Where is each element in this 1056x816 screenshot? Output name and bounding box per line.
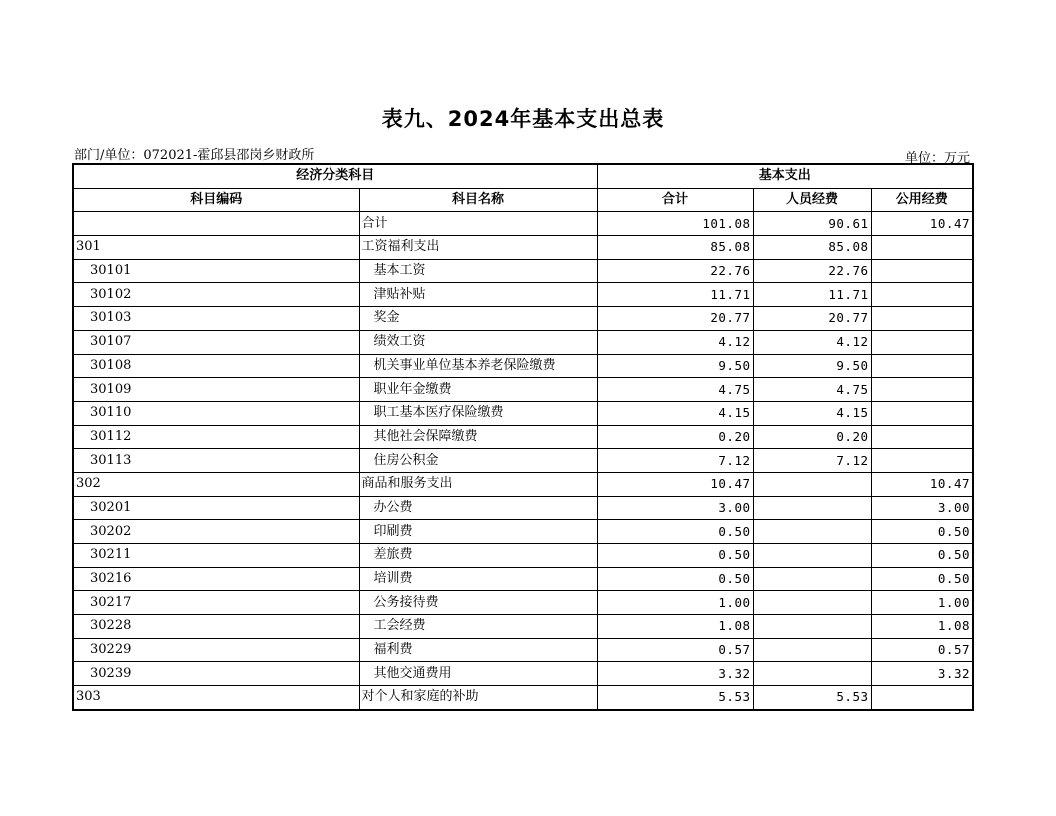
total-cell: 7.12: [597, 449, 753, 473]
column-header-code: 科目编码: [73, 188, 359, 212]
unit-label: 单位：万元: [904, 151, 970, 166]
table-row: [73, 567, 973, 591]
public-cell: 1.08: [871, 615, 973, 639]
code-cell: 30202: [73, 520, 359, 544]
total-cell: 4.12: [597, 330, 753, 354]
name-cell: 工会经费: [359, 615, 597, 639]
name-cell: 办公费: [359, 496, 597, 520]
table-row: [73, 686, 973, 710]
code-cell: 30228: [73, 615, 359, 639]
total-cell: 3.00: [597, 496, 753, 520]
public-cell: 0.57: [871, 638, 973, 662]
department-label: 部门/单位：072021-霍邱县邵岗乡财政所: [74, 148, 315, 163]
public-cell: 0.50: [871, 567, 973, 591]
name-cell: 印刷费: [359, 520, 597, 544]
personnel-cell: [753, 544, 871, 568]
column-header-row: [73, 188, 973, 212]
code-cell: 30103: [73, 307, 359, 331]
code-cell: 30229: [73, 638, 359, 662]
table-row: [73, 354, 973, 378]
personnel-cell: [753, 662, 871, 686]
public-cell: 3.00: [871, 496, 973, 520]
code-cell: 303: [73, 686, 359, 710]
table-row: [73, 283, 973, 307]
total-cell: 1.00: [597, 591, 753, 615]
code-cell: 30211: [73, 544, 359, 568]
name-cell: 奖金: [359, 307, 597, 331]
table-row: [73, 425, 973, 449]
personnel-cell: [753, 591, 871, 615]
personnel-cell: 7.12: [753, 449, 871, 473]
table-body: [73, 212, 973, 710]
code-cell: 30216: [73, 567, 359, 591]
personnel-cell: 4.12: [753, 330, 871, 354]
name-cell: 职业年金缴费: [359, 378, 597, 402]
code-cell: 30102: [73, 283, 359, 307]
column-header-name: 科目名称: [359, 188, 597, 212]
code-cell: 301: [73, 236, 359, 260]
table-row: [73, 259, 973, 283]
name-cell: 差旅费: [359, 544, 597, 568]
public-cell: [871, 449, 973, 473]
personnel-cell: [753, 615, 871, 639]
table-row: [73, 330, 973, 354]
total-cell: 0.50: [597, 520, 753, 544]
table-row: [73, 449, 973, 473]
personnel-cell: 20.77: [753, 307, 871, 331]
table-row: [73, 378, 973, 402]
name-cell: 工资福利支出: [359, 236, 597, 260]
total-cell: 85.08: [597, 236, 753, 260]
name-cell: 绩效工资: [359, 330, 597, 354]
personnel-cell: 9.50: [753, 354, 871, 378]
code-cell: 30113: [73, 449, 359, 473]
name-cell: 公务接待费: [359, 591, 597, 615]
code-cell: 30239: [73, 662, 359, 686]
group-header-basic-expenditure: 基本支出: [597, 164, 973, 188]
personnel-cell: [753, 638, 871, 662]
public-cell: [871, 307, 973, 331]
group-header-economic-classification: 经济分类科目: [73, 164, 597, 188]
code-cell: 302: [73, 472, 359, 496]
public-cell: [871, 330, 973, 354]
public-cell: [871, 283, 973, 307]
total-cell: 11.71: [597, 283, 753, 307]
code-cell: 30112: [73, 425, 359, 449]
table-row: [73, 472, 973, 496]
table-row: [73, 638, 973, 662]
public-cell: 0.50: [871, 544, 973, 568]
code-cell: 30110: [73, 401, 359, 425]
name-cell: 职工基本医疗保险缴费: [359, 401, 597, 425]
name-cell: 合计: [359, 212, 597, 236]
total-cell: 0.50: [597, 567, 753, 591]
column-header-total: 合计: [597, 188, 753, 212]
public-cell: 1.00: [871, 591, 973, 615]
personnel-cell: [753, 472, 871, 496]
code-cell: 30107: [73, 330, 359, 354]
public-cell: 10.47: [871, 212, 973, 236]
total-cell: 0.57: [597, 638, 753, 662]
table-row: [73, 520, 973, 544]
public-cell: [871, 401, 973, 425]
public-cell: [871, 686, 973, 710]
total-cell: 0.20: [597, 425, 753, 449]
public-cell: [871, 378, 973, 402]
code-cell: 30201: [73, 496, 359, 520]
personnel-cell: 4.75: [753, 378, 871, 402]
code-cell: 30109: [73, 378, 359, 402]
personnel-cell: 85.08: [753, 236, 871, 260]
personnel-cell: 22.76: [753, 259, 871, 283]
table-row: [73, 615, 973, 639]
personnel-cell: 11.71: [753, 283, 871, 307]
personnel-cell: 4.15: [753, 401, 871, 425]
name-cell: 住房公积金: [359, 449, 597, 473]
total-cell: 4.75: [597, 378, 753, 402]
total-cell: 4.15: [597, 401, 753, 425]
name-cell: 其他社会保障缴费: [359, 425, 597, 449]
name-cell: 其他交通费用: [359, 662, 597, 686]
name-cell: 基本工资: [359, 259, 597, 283]
total-cell: 20.77: [597, 307, 753, 331]
table-row: [73, 401, 973, 425]
total-cell: 22.76: [597, 259, 753, 283]
name-cell: 培训费: [359, 567, 597, 591]
public-cell: 3.32: [871, 662, 973, 686]
personnel-cell: [753, 567, 871, 591]
total-cell: 3.32: [597, 662, 753, 686]
table-row: [73, 307, 973, 331]
total-cell: 1.08: [597, 615, 753, 639]
name-cell: 商品和服务支出: [359, 472, 597, 496]
table-row: [73, 236, 973, 260]
table-row: [73, 544, 973, 568]
table-row: [73, 212, 973, 236]
code-cell: 30101: [73, 259, 359, 283]
total-cell: 5.53: [597, 686, 753, 710]
name-cell: 津贴补贴: [359, 283, 597, 307]
name-cell: 福利费: [359, 638, 597, 662]
public-cell: [871, 236, 973, 260]
table-row: [73, 662, 973, 686]
public-cell: [871, 259, 973, 283]
public-cell: [871, 354, 973, 378]
table-row: [73, 496, 973, 520]
public-cell: 0.50: [871, 520, 973, 544]
personnel-cell: 0.20: [753, 425, 871, 449]
name-cell: 对个人和家庭的补助: [359, 686, 597, 710]
basic-expenditure-table: [72, 163, 974, 711]
name-cell: 机关事业单位基本养老保险缴费: [359, 354, 597, 378]
code-cell: 30217: [73, 591, 359, 615]
public-cell: 10.47: [871, 472, 973, 496]
personnel-cell: 90.61: [753, 212, 871, 236]
total-cell: 9.50: [597, 354, 753, 378]
table-row: [73, 591, 973, 615]
public-cell: [871, 425, 973, 449]
total-cell: 101.08: [597, 212, 753, 236]
personnel-cell: [753, 520, 871, 544]
code-cell: 30108: [73, 354, 359, 378]
column-header-personnel: 人员经费: [753, 188, 871, 212]
total-cell: 0.50: [597, 544, 753, 568]
personnel-cell: [753, 496, 871, 520]
total-cell: 10.47: [597, 472, 753, 496]
group-header-row: [73, 164, 973, 188]
personnel-cell: 5.53: [753, 686, 871, 710]
page-title: 表九、2024年基本支出总表: [381, 107, 665, 131]
column-header-public: 公用经费: [871, 188, 973, 212]
code-cell: [73, 212, 359, 236]
